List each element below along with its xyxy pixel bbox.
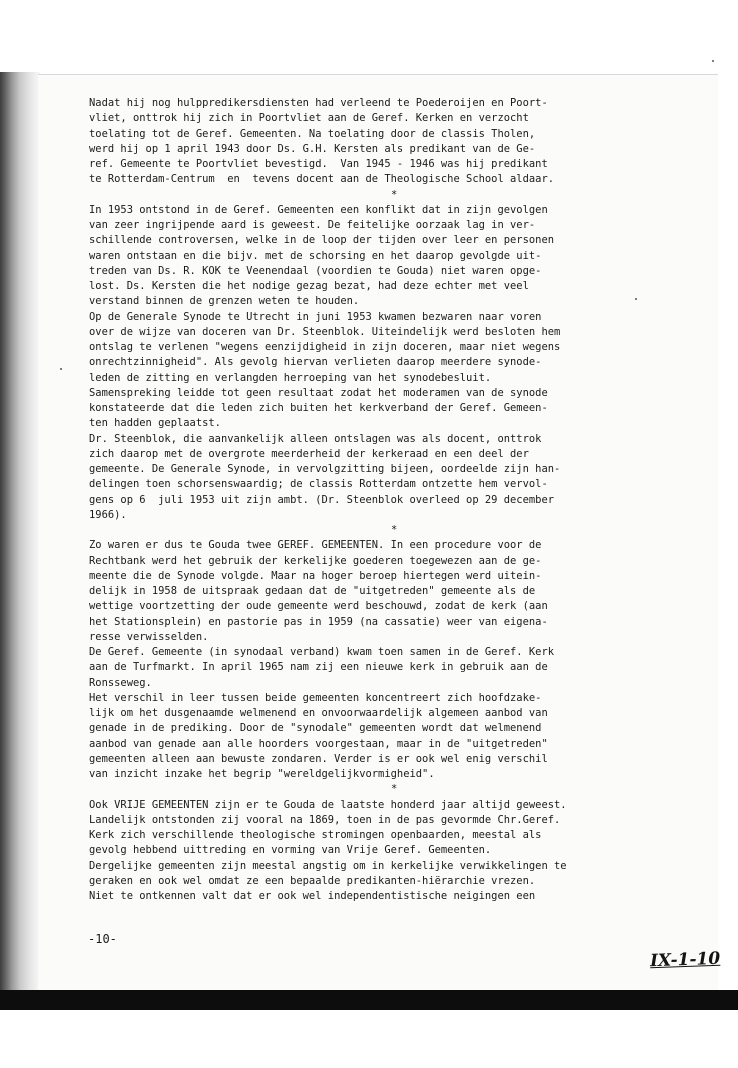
typewritten-body bbox=[89, 96, 713, 904]
text-line: ontslag te verlenen "wegens eenzijdigheid in zijn doceren, maar niet wegens bbox=[89, 341, 561, 353]
text-line: onrechtzinnigheid". Als gevolg hiervan verlieten daarop meerdere synode- bbox=[89, 356, 542, 369]
scan-bottom-edge bbox=[0, 990, 738, 1010]
text-line: lost. Ds. Kersten die het nodige gezag bezat, had deze echter met veel bbox=[89, 280, 529, 292]
text-line: Het verschil in leer tussen beide gemeenten koncentreert zich hoofdzake- bbox=[89, 691, 542, 704]
text-line: van zeer ingrijpende aard is geweest. De feitelijke oorzaak lag in ver- bbox=[89, 219, 536, 231]
handwritten-note-text: IX-1-10 bbox=[649, 948, 721, 972]
text-line: toelating tot de Geref. Gemeenten. Na toelating door de classis Tholen, bbox=[89, 127, 536, 140]
text-line: lijk om het dusgenaamde welmenend en onvoorwaardelijk algemeen aanbod van bbox=[89, 707, 548, 719]
separator-asterisk: * bbox=[391, 783, 398, 796]
text-line: zich daarop met de overgrote meerderheid der kerkeraad en een deel der bbox=[89, 447, 529, 460]
dust-speck bbox=[712, 60, 714, 62]
text-line: 1966). bbox=[89, 508, 127, 521]
text-line: Landelijk ontstonden zij vooral na 1869, toen in de pas gevormde Chr.Geref. bbox=[89, 813, 561, 826]
handwritten-note bbox=[650, 949, 721, 971]
text-line: delijk in 1958 de uitspraak gedaan dat de "uitgetreden" gemeente als de bbox=[89, 585, 536, 597]
text-line: te Rotterdam-Centrum en tevens docent aan de Theologische School aldaar. bbox=[89, 173, 555, 186]
paragraph-3 bbox=[89, 538, 713, 782]
text-line: gemeente. De Generale Synode, in vervolgzitting bijeen, oordeelde zijn han- bbox=[89, 463, 561, 475]
text-line: geraken en ook wel omdat ze een bepaalde predikanten-hiërarchie vrezen. bbox=[89, 874, 536, 887]
text-line: Rechtbank werd het gebruik der kerkelijke goederen toegewezen aan de ge- bbox=[89, 554, 542, 567]
text-line: Kerk zich verschillende theologische stromingen openbaarden, meestal als bbox=[89, 829, 542, 841]
text-line: gens op 6 juli 1953 uit zijn ambt. (Dr. Steenblok overleed op 29 december bbox=[89, 493, 555, 506]
dust-speck bbox=[635, 298, 637, 300]
paragraph-4 bbox=[89, 798, 713, 905]
paragraph-1 bbox=[89, 96, 713, 188]
text-line: resse verwisselden. bbox=[89, 630, 209, 643]
text-line: Zo waren er dus te Gouda twee GEREF. GEMEENTEN. In een procedure voor de bbox=[89, 539, 542, 552]
text-line: genade in de prediking. Door de "synodale" gemeenten wordt dat welmenend bbox=[89, 722, 542, 735]
page-number: -10- bbox=[88, 932, 117, 946]
text-line: leden de zitting en verlangden herroeping van het synodebesluit. bbox=[89, 371, 492, 384]
text-line: konstateerde dat die leden zich buiten het kerkverband der Geref. Gemeen- bbox=[89, 402, 548, 414]
text-line: van inzicht inzake het begrip "wereldgelijkvormigheid". bbox=[89, 768, 435, 780]
text-line: verstand binnen de grenzen weten te houden. bbox=[89, 295, 360, 308]
book-spine-shadow bbox=[0, 72, 40, 992]
text-line: het Stationsplein) en pastorie pas in 1959 (na cassatie) weer van eigena- bbox=[89, 615, 548, 628]
text-line: Nadat hij nog hulppredikersdiensten had verleend te Poederoijen en Poort- bbox=[89, 97, 548, 109]
text-line: ref. Gemeente te Poortvliet bevestigd. Van 1945 - 1946 was hij predikant bbox=[89, 158, 548, 170]
text-line: waren ontstaan en die bijv. met de schorsing en het daarop gevolgde uit- bbox=[89, 249, 542, 262]
text-line: schillende controversen, welke in de loop der tijden over leer en personen bbox=[89, 234, 555, 247]
text-line: In 1953 ontstond in de Geref. Gemeenten een konflikt dat in zijn gevolgen bbox=[89, 203, 548, 216]
text-line: werd hij op 1 april 1943 door Ds. G.H. Kersten als predikant van de Ge- bbox=[89, 142, 536, 155]
text-line: Niet te ontkennen valt dat er ook wel independentistische neigingen een bbox=[89, 890, 536, 902]
paragraph-2 bbox=[89, 203, 713, 523]
text-line: Dr. Steenblok, die aanvankelijk alleen ontslagen was als docent, onttrok bbox=[89, 432, 542, 445]
text-line: treden van Ds. R. KOK te Veenendaal (voordien te Gouda) niet waren opge- bbox=[89, 264, 542, 277]
text-line: Op de Generale Synode te Utrecht in juni 1953 kwamen bezwaren naar voren bbox=[89, 310, 542, 323]
text-line: gemeenten alleen aan bewuste zondaren. Verder is er ook wel enig verschil bbox=[89, 752, 548, 765]
text-line: meente die de Synode volgde. Maar na hoger beroep hiertegen werd uitein- bbox=[89, 569, 542, 582]
text-line: over de wijze van doceren van Dr. Steenblok. Uiteindelijk werd besloten hem bbox=[89, 325, 561, 338]
text-line: Ook VRIJE GEMEENTEN zijn er te Gouda de laatste honderd jaar altijd geweest. bbox=[89, 798, 567, 811]
text-line: gevolg hebbend uittreding en vorming van Vrije Geref. Gemeenten. bbox=[89, 844, 492, 857]
text-line: Dergelijke gemeenten zijn meestal angstig om in kerkelijke verwikkelingen te bbox=[89, 859, 567, 872]
separator-asterisk: * bbox=[391, 188, 398, 201]
text-line: aanbod van genade aan alle hoorders voorgestaan, maar in de "uitgetreden" bbox=[89, 737, 548, 750]
text-line: Samenspreking leidde tot geen resultaat zodat het moderamen van de synode bbox=[89, 386, 548, 399]
separator-asterisk: * bbox=[391, 524, 398, 536]
text-line: Ronsseweg. bbox=[89, 676, 152, 689]
text-line: vliet, onttrok hij zich in Poortvliet aan de Geref. Kerken en verzocht bbox=[89, 112, 529, 125]
text-line: delingen toen schorsenswaardig; de classis Rotterdam ontzette hem vervol- bbox=[89, 478, 548, 491]
dust-speck bbox=[60, 368, 62, 370]
text-line: aan de Turfmarkt. In april 1965 nam zij een nieuwe kerk in gebruik aan de bbox=[89, 661, 548, 674]
text-line: ten hadden geplaatst. bbox=[89, 417, 221, 430]
text-line: De Geref. Gemeente (in synodaal verband) kwam toen samen in de Geref. Kerk bbox=[89, 646, 555, 658]
text-line: wettige voortzetting der oude gemeente werd beschouwd, zodat de kerk (aan bbox=[89, 600, 548, 613]
